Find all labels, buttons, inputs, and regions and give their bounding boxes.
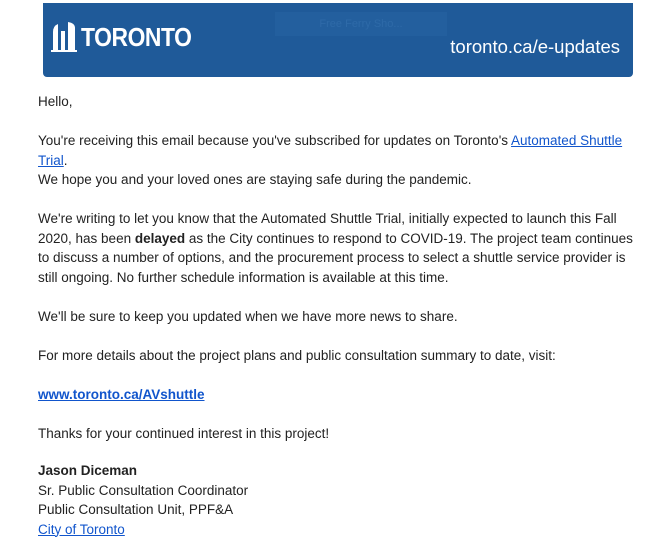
paragraph-text: as the City continues to respond to COVID-19. The project team continues to discuss a number of options, and the procurement process to select a shuttle service provider is still ongoing. No further schedule information is available at this time.: [38, 230, 633, 285]
city-of-toronto-link[interactable]: City of Toronto: [38, 521, 125, 537]
e-updates-url: toronto.ca/e-updates: [450, 36, 620, 57]
paragraph-text: You're receiving this email because you've subscribed for updates on Toronto's: [38, 133, 512, 148]
paragraph-thanks: Thanks for your continued interest in this project!: [38, 425, 330, 441]
brand-wordmark: TORONTO: [81, 21, 192, 52]
signature-unit: Public Consultation Unit, PPF&A: [38, 502, 234, 517]
banner-ghost-text: Free Ferry Sho...: [275, 12, 447, 36]
toronto-logo[interactable]: [51, 20, 207, 54]
paragraph-text: We hope you and your loved ones are staying safe during the pandemic.: [38, 172, 472, 187]
email-banner: [43, 3, 633, 77]
greeting: Hello,: [38, 94, 73, 109]
paragraph-updates: We'll be sure to keep you updated when we have more news to share.: [38, 308, 458, 324]
paragraph-subscription: [38, 131, 636, 190]
automated-shuttle-trial-link[interactable]: Automated Shuttle Trial: [38, 133, 623, 168]
paragraph-delay: [38, 209, 636, 287]
city-hall-icon: [51, 22, 77, 52]
paragraph-text: We're writing to let you know that the Automated Shuttle Trial, initially expected to launch this Fall 2020, has been: [38, 211, 617, 246]
avshuttle-link[interactable]: www.toronto.ca/AVshuttle: [38, 386, 205, 402]
signature-block: [38, 461, 248, 539]
paragraph-details: For more details about the project plans and public consultation summary to date, visit:: [38, 347, 556, 363]
paragraph-text: .: [63, 152, 68, 168]
email-body: [38, 92, 636, 443]
signature-title: Sr. Public Consultation Coordinator: [38, 482, 249, 498]
paragraph-link: [38, 385, 636, 405]
signature-name: Jason Diceman: [38, 463, 138, 478]
delayed-emphasis: delayed: [134, 230, 186, 246]
